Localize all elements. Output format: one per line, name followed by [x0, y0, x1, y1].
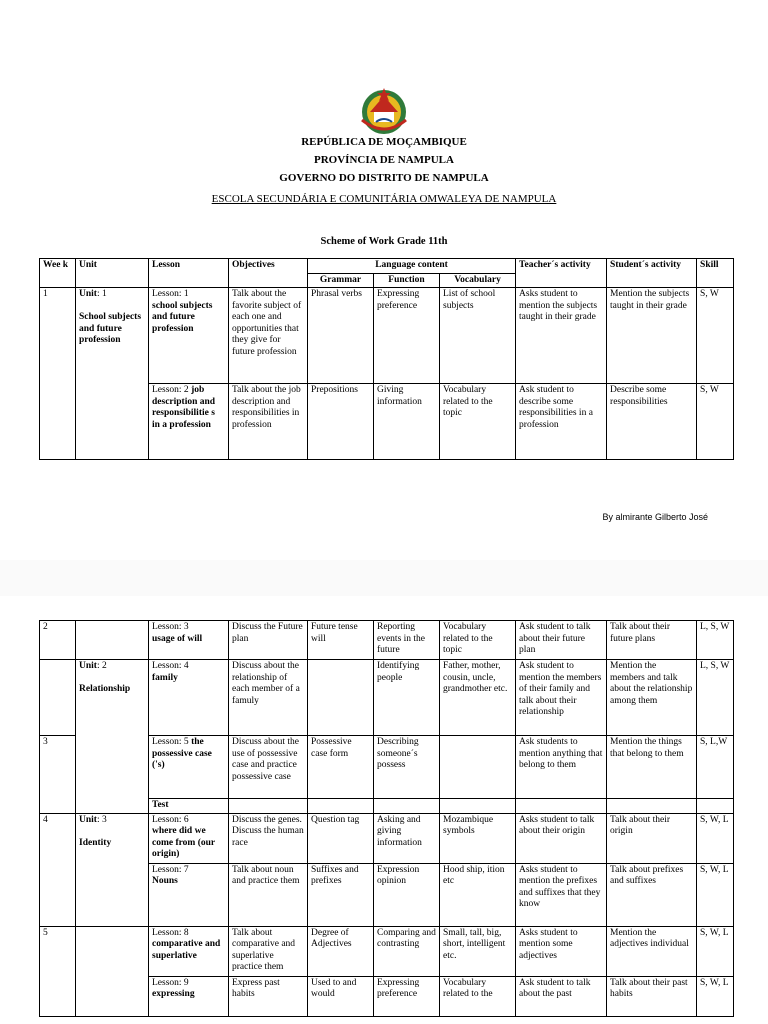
- unit-cell: Unit: 3 Identity: [76, 813, 149, 926]
- grammar-cell: Used to and would: [308, 976, 374, 1016]
- grammar-cell: Degree of Adjectives: [308, 926, 374, 976]
- objectives-cell: Express past habits: [229, 976, 308, 1016]
- skill-cell: S, W: [697, 384, 734, 460]
- grammar-cell: Phrasal verbs: [308, 288, 374, 384]
- header-province: PROVÍNCIA DE NAMPULA: [314, 154, 454, 166]
- teacher-cell: Asks student to mention some adjectives: [516, 926, 607, 976]
- vocabulary-cell: Mozambique symbols: [440, 813, 516, 863]
- lesson-cell: Lesson: 4 family: [149, 660, 229, 736]
- document-title: Scheme of Work Grade 11th: [320, 236, 448, 247]
- objectives-cell: Discuss about the relationship of each member of a famuly: [229, 660, 308, 736]
- teacher-cell: Ask student to talk about the past: [516, 976, 607, 1016]
- skill-cell: S, L,W: [697, 736, 734, 799]
- student-cell: Talk about their past habits: [607, 976, 697, 1016]
- lesson-cell: Lesson: 3 usage of will: [149, 621, 229, 660]
- grammar-cell: Future tense will: [308, 621, 374, 660]
- unit-cell: Unit: 1 School subjects and future profession: [76, 288, 149, 460]
- week-cell: 2: [40, 621, 76, 660]
- teacher-cell: Asks student to mention the subjects taught in their grade: [516, 288, 607, 384]
- grammar-cell: Prepositions: [308, 384, 374, 460]
- lesson-cell: Test: [149, 799, 229, 814]
- grammar-cell: [308, 660, 374, 736]
- lesson-cell: Lesson: 8 comparative and superlative: [149, 926, 229, 976]
- vocabulary-cell: Vocabulary related to the topic: [440, 621, 516, 660]
- unit-cell: [76, 926, 149, 1016]
- col-function: Function: [374, 273, 440, 288]
- col-vocabulary: Vocabulary: [440, 273, 516, 288]
- objectives-cell: Talk about the job description and responsibilities in profession: [229, 384, 308, 460]
- lesson-cell: Lesson: 2 job description and responsibilitie s in a profession: [149, 384, 229, 460]
- function-cell: Asking and giving information: [374, 813, 440, 863]
- table-row: [40, 926, 734, 976]
- objectives-cell: Discuss the Future plan: [229, 621, 308, 660]
- objectives-cell: Talk about the favorite subject of each one and opportunities that they give for future profession: [229, 288, 308, 384]
- table-row: [40, 660, 734, 736]
- student-cell: Mention the adjectives individual: [607, 926, 697, 976]
- skill-cell: S, W, L: [697, 926, 734, 976]
- student-cell: Talk about their origin: [607, 813, 697, 863]
- skill-cell: S, W: [697, 288, 734, 384]
- week-cell: 1: [40, 288, 76, 460]
- function-cell: Expression opinion: [374, 863, 440, 926]
- col-skill: Skill: [697, 259, 734, 288]
- lesson-cell: Lesson: 9 expressing: [149, 976, 229, 1016]
- vocabulary-cell: [440, 736, 516, 799]
- objectives-cell: Discuss about the use of possessive case and practice possessive case: [229, 736, 308, 799]
- student-cell: Mention the members and talk about the relationship among them: [607, 660, 697, 736]
- lesson-cell: Lesson: 5 the possessive case ('s): [149, 736, 229, 799]
- scheme-table-page1: [39, 258, 734, 460]
- objectives-cell: Talk about comparative and superlative practice them: [229, 926, 308, 976]
- teacher-cell: Asks student to talk about their origin: [516, 813, 607, 863]
- student-cell: Mention the subjects taught in their grade: [607, 288, 697, 384]
- week-cell: 3: [40, 736, 76, 814]
- header-republic: REPÚBLICA DE MOÇAMBIQUE: [301, 136, 467, 148]
- student-cell: Talk about prefixes and suffixes: [607, 863, 697, 926]
- page-gap: [0, 560, 768, 596]
- vocabulary-cell: Small, tall, big, short, intelligent etc.: [440, 926, 516, 976]
- vocabulary-cell: Father, mother, cousin, uncle, grandmother etc.: [440, 660, 516, 736]
- unit-cell: [76, 621, 149, 660]
- school-name: ESCOLA SECUNDÁRIA E COMUNITÁRIA OMWALEYA DE NAMPULA: [211, 193, 557, 205]
- table-row: [40, 813, 734, 863]
- objectives-cell: Talk about noun and practice them: [229, 863, 308, 926]
- skill-cell: L, S, W: [697, 621, 734, 660]
- lesson-cell: Lesson: 1 school subjects and future profession: [149, 288, 229, 384]
- skill-cell: L, S, W: [697, 660, 734, 736]
- teacher-cell: Asks student to mention the prefixes and suffixes that they know: [516, 863, 607, 926]
- function-cell: Giving information: [374, 384, 440, 460]
- lesson-cell: Lesson: 6 where did we come from (our origin): [149, 813, 229, 863]
- function-cell: Expressing preference: [374, 976, 440, 1016]
- teacher-cell: Ask student to mention the members of their family and talk about their relationship: [516, 660, 607, 736]
- function-cell: Identifying people: [374, 660, 440, 736]
- header-district: GOVERNO DO DISTRITO DE NAMPULA: [279, 172, 489, 184]
- function-cell: Expressing preference: [374, 288, 440, 384]
- document-page-2: [0, 596, 768, 1024]
- grammar-cell: Suffixes and prefixes: [308, 863, 374, 926]
- student-cell: Mention the things that belong to them: [607, 736, 697, 799]
- skill-cell: S, W, L: [697, 976, 734, 1016]
- function-cell: Comparing and contrasting: [374, 926, 440, 976]
- col-language-content: Language content: [308, 259, 516, 274]
- week-cell: [40, 660, 76, 736]
- col-unit: Unit: [76, 259, 149, 288]
- col-grammar: Grammar: [308, 273, 374, 288]
- grammar-cell: Possessive case form: [308, 736, 374, 799]
- lesson-cell: Lesson: 7 Nouns: [149, 863, 229, 926]
- author-credit: By almirante Gilberto José: [602, 512, 708, 522]
- table-row: [40, 621, 734, 660]
- teacher-cell: Ask students to mention anything that belong to them: [516, 736, 607, 799]
- week-cell: 5: [40, 926, 76, 1016]
- table-row: [40, 288, 734, 384]
- vocabulary-cell: List of school subjects: [440, 288, 516, 384]
- objectives-cell: Discuss the genes. Discuss the human race: [229, 813, 308, 863]
- student-cell: Talk about their future plans: [607, 621, 697, 660]
- col-lesson: Lesson: [149, 259, 229, 288]
- teacher-cell: Ask student to talk about their future plan: [516, 621, 607, 660]
- week-cell: 4: [40, 813, 76, 926]
- vocabulary-cell: Hood ship, ition etc: [440, 863, 516, 926]
- skill-cell: S, W, L: [697, 863, 734, 926]
- skill-cell: S, W, L: [697, 813, 734, 863]
- grammar-cell: Question tag: [308, 813, 374, 863]
- student-cell: Describe some responsibilities: [607, 384, 697, 460]
- col-week: Wee k: [40, 259, 76, 288]
- function-cell: Describing someone´s possess: [374, 736, 440, 799]
- teacher-cell: Ask student to describe some responsibilities in a profession: [516, 384, 607, 460]
- col-objectives: Objectives: [229, 259, 308, 288]
- function-cell: Reporting events in the future: [374, 621, 440, 660]
- unit-cell: Unit: 2 Relationship: [76, 660, 149, 814]
- col-teacher: Teacher´s activity: [516, 259, 607, 288]
- vocabulary-cell: Vocabulary related to the: [440, 976, 516, 1016]
- vocabulary-cell: Vocabulary related to the topic: [440, 384, 516, 460]
- col-student: Student´s activity: [607, 259, 697, 288]
- scheme-table-page2: [39, 620, 734, 1017]
- mozambique-emblem-icon: [356, 82, 412, 138]
